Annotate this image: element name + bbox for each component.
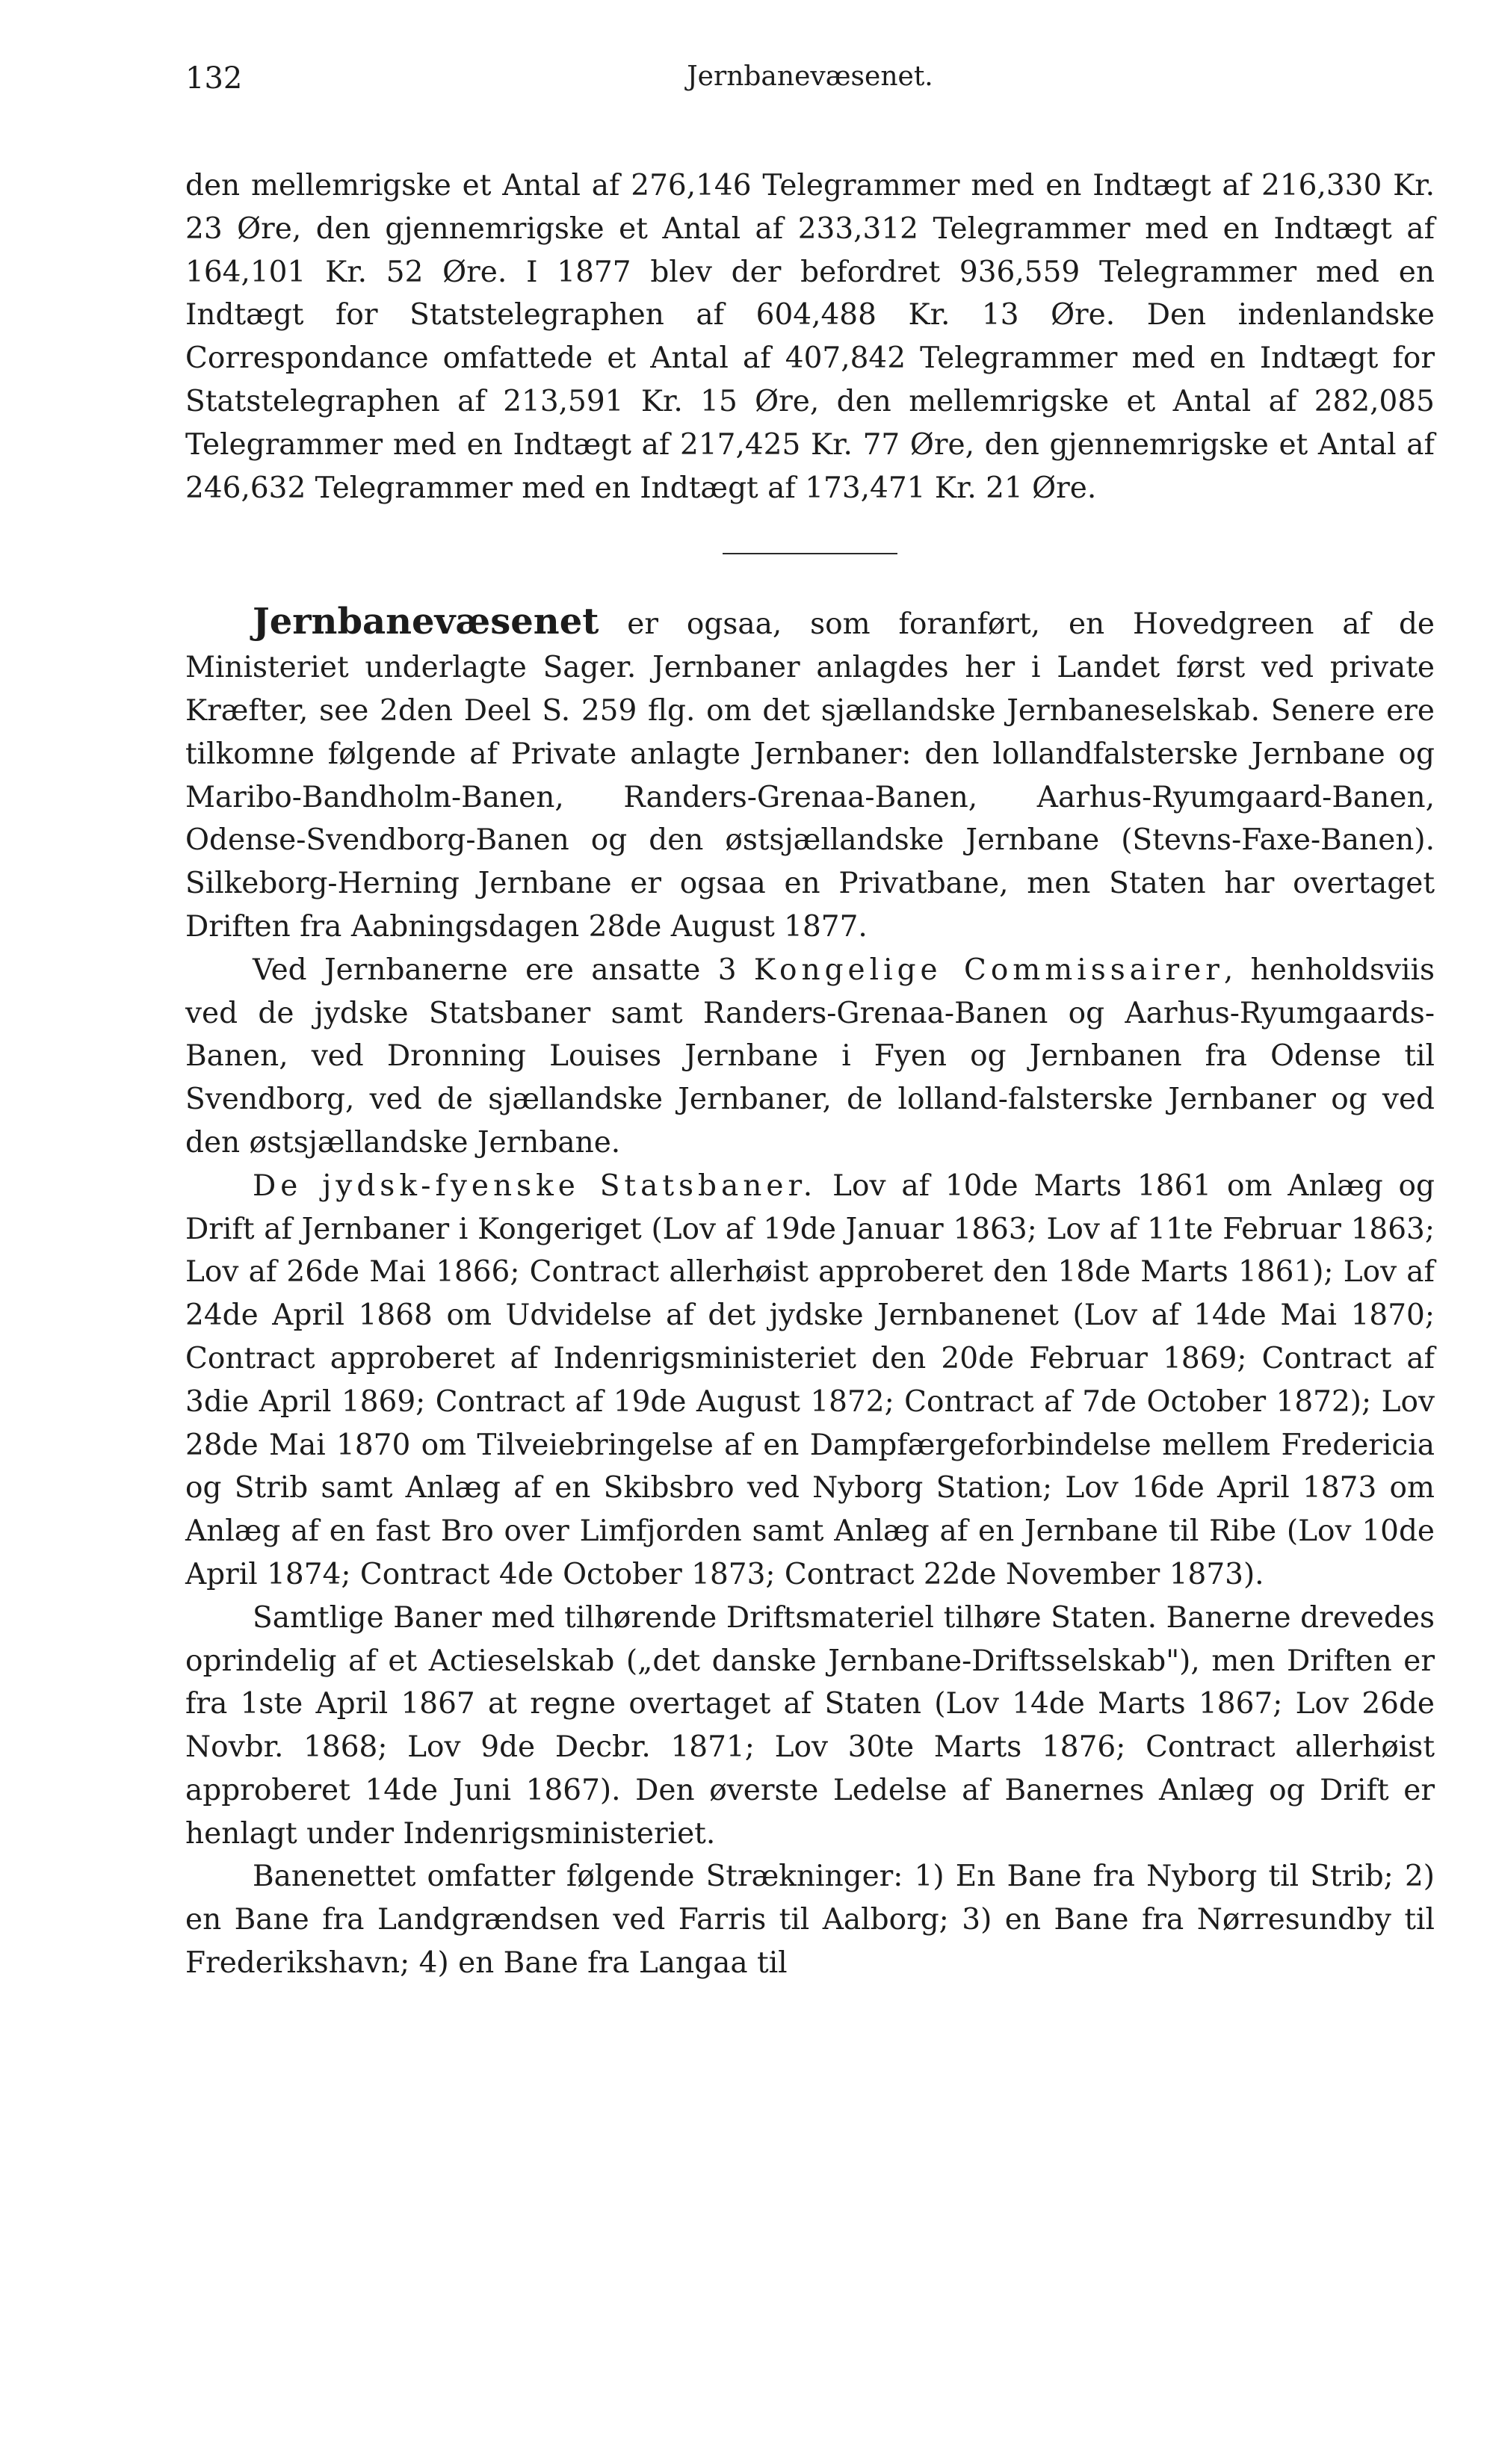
emphasized-term: Kongelige Commissairer [753, 953, 1224, 987]
paragraph-telegram-statistics: den mellemrigske et Antal af 276,146 Telegrammer med en Indtægt af 216,330 Kr. 23 Øre, den gjennemrigske et Antal af 233,312 Telegrammer med en Indtægt af 164,101 Kr. 52 Øre. I 1877 blev der befordret 936,559 Telegrammer med en Indtægt for Statstelegraphen af 604,488 Kr. 13 Øre. Den indenlandske Correspondance omfattede et Antal af 407,842 Telegrammer med en Indtægt for Statstelegraphen af 213,591 Kr. 15 Øre, den mellemrigske et Antal af 282,085 Telegrammer med en Indtægt af 217,425 Kr. 77 Øre, den gjennemrigske et Antal af 246,632 Telegrammer med en Indtægt af 173,471 Kr. 21 Øre. [185, 169, 1435, 505]
body-text [185, 164, 1435, 1985]
text-run: Lov af 10de Marts 1861 om Anlæg og Drift af Jernbaner i Kongeriget (Lov af 19de Januar 1863; Lov af 11te Februar 1863; Lov af 26de Mai 1866; Contract allerhøist approberet den 18de Marts 1861); Lov af 24de April 1868 om Udvidelse af det jydske Jernbanenet (Lov af 14de Mai 1870; Contract approberet af Indenrigsministeriet den 20de Februar 1869; Contract af 3die April 1869; Contract af 19de August 1872; Contract af 7de October 1872); Lov 28de Mai 1870 om Tilveiebringelse af en Dampfærgeforbindelse mellem Fredericia og Strib samt Anlæg af en Skibsbro ved Nyborg Station; Lov 16de April 1873 om Anlæg af en fast Bro over Limfjorden samt Anlæg af en Jernbane til Ribe (Lov 10de April 1874; Contract 4de October 1873; Contract 22de November 1873). [185, 1168, 1435, 1591]
paragraph-operations: Samtlige Baner med tilhørende Driftsmateriel tilhøre Staten. Banerne drevedes oprindelig af et Actieselskab („det danske Jernbane-Driftsselskab"), men Driften er fra 1ste April 1867 at regne overtaget af Staten (Lov 14de Marts 1867; Lov 26de Novbr. 1868; Lov 9de Decbr. 1871; Lov 30te Marts 1876; Contract allerhøist approberet 14de Juni 1867). Den øverste Ledelse af Banernes Anlæg og Drift er henlagt under Indenrigsministeriet. [185, 1600, 1435, 1851]
paragraph-state-railways [185, 1165, 1435, 1597]
section-title: Jernbanevæsenet [253, 601, 599, 643]
section-divider [723, 553, 897, 554]
running-title: Jernbanevæsenet. [687, 61, 933, 92]
page-number: 132 [185, 61, 243, 96]
subsection-title: De jydsk-fyenske Statsbaner. [253, 1168, 817, 1203]
book-page [185, 61, 1435, 1985]
page-header [185, 61, 1435, 114]
text-run: Ved Jernbanerne ere ansatte 3 [253, 953, 754, 987]
text-run: 1) En Bane fra Nyborg til Strib; 2) en Bane fra Landgrændsen ved Farris til Aalborg; 3) en Bane fra Nørresundby til Frederikshavn; 4) en Bane fra Langaa til [185, 1860, 1435, 1981]
paragraph-railway-intro-text: er ogsaa, som foranført, en Hovedgreen af de Ministeriet underlagte Sager. Jernbaner anlagdes her i Landet først ved private Kræfter, see 2den Deel S. 259 flg. om det sjællandske Jernbaneselskab. Senere ere tilkomne følgende af Private anlagte Jernbaner: den lollandfalsterske Jernbane og Maribo-Bandholm-Banen, Randers-Grenaa-Banen, Aarhus-Ryumgaard-Banen, Odense-Svendborg-Banen og den østsjællandske Jernbane (Stevns-Faxe-Banen). Silkeborg-Herning Jernbane er ogsaa en Privatbane, men Staten har overtaget Driften fra Aabningsdagen 28de August 1877. [185, 607, 1435, 944]
text-run: , henholdsviis ved de jydske Statsbaner samt Randers-Grenaa-Banen og Aarhus-Ryumgaards-Banen, ved Dronning Louises Jernbane i Fyen og Jernbanen fra Odense til Svendborg, ved de sjællandske Jernbaner, de lolland-falsterske Jernbaner og ved den østsjællandske Jernbane. [185, 953, 1435, 1160]
paragraph-railway-intro [185, 601, 1435, 948]
paragraph-network [185, 1855, 1435, 1984]
text-run: Banenettet omfatter følgende Strækninger: [253, 1860, 915, 1894]
paragraph-commissioners [185, 949, 1435, 1165]
